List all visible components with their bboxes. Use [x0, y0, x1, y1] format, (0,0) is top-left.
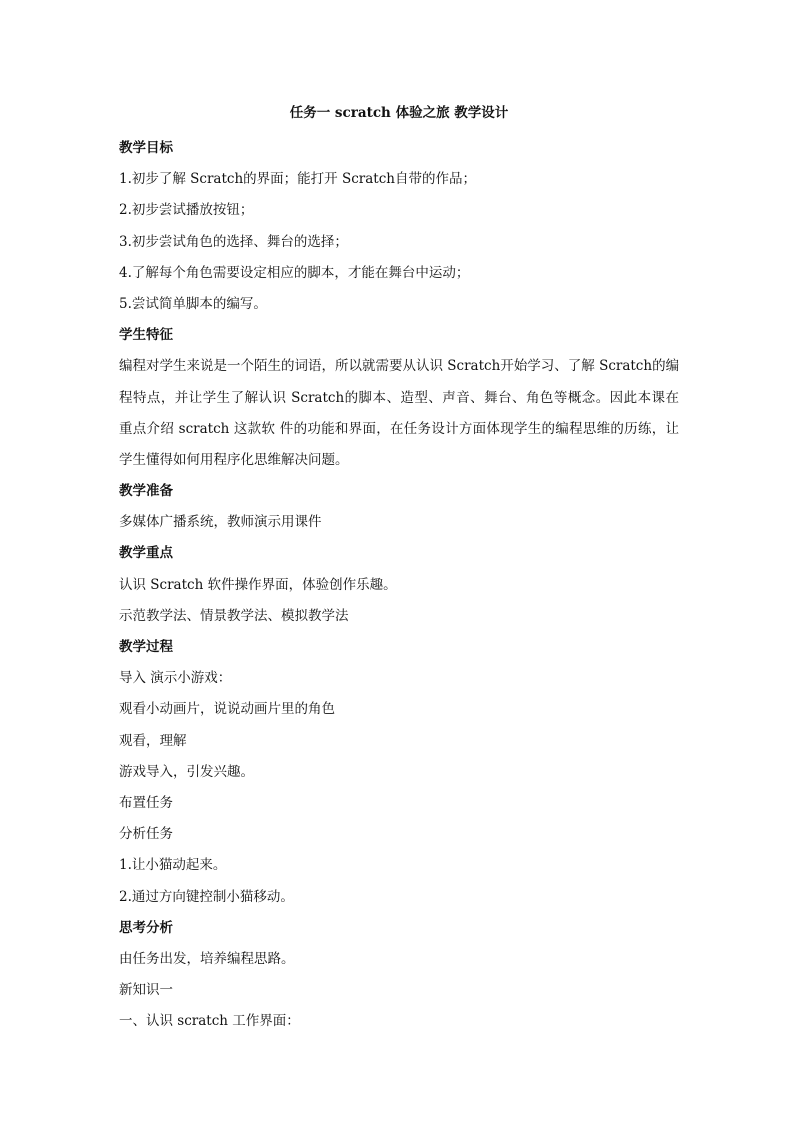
document-body [119, 102, 679, 1037]
goal-item: 3.初步尝试角色的选择、舞台的选择； [119, 233, 348, 250]
paragraph-line: 学生懂得如何用程序化思维解决问题。 [119, 451, 349, 468]
process-line: 导入 演示小游戏： [119, 670, 232, 687]
paragraph-line: 重点介绍 scratch 这款软 件的功能和界面，在任务设计方面体现学生的编程思维的历练，让 [119, 420, 679, 437]
process-line: 游戏导入，引发兴趣。 [119, 763, 254, 780]
prep-text: 多媒体广播系统，教师演示用课件 [119, 514, 322, 531]
paragraph-line: 程特点，并让学生了解认识 Scratch的脚本、造型、声音、舞台、角色等概念。因此本课在 [119, 389, 679, 406]
analysis-line: 由任务出发，培养编程思路。 [119, 950, 295, 967]
heading-teaching-goals: 教学目标 [119, 140, 173, 156]
analysis-line: 新知识一 [119, 982, 173, 999]
process-line: 分析任务 [119, 826, 173, 843]
heading-thinking-analysis: 思考分析 [119, 919, 173, 936]
process-line: 2.通过方向键控制小猫移动。 [119, 888, 294, 905]
process-line: 观看小动画片，说说动画片里的角色 [119, 701, 335, 718]
heading-teaching-prep: 教学准备 [119, 483, 173, 500]
goal-item: 1.初步了解 Scratch的界面；能打开 Scratch自带的作品； [119, 171, 476, 188]
document-title: 任务一 scratch 体验之旅 教学设计 [289, 105, 509, 121]
process-line: 1.让小猫动起来。 [119, 857, 227, 874]
process-line: 布置任务 [119, 794, 173, 811]
heading-teaching-key-points: 教学重点 [119, 545, 173, 562]
heading-teaching-process: 教学过程 [119, 639, 173, 655]
key-point-line: 示范教学法、情景教学法、模拟教学法 [119, 607, 349, 624]
analysis-line: 一、认识 scratch 工作界面： [119, 1013, 300, 1030]
process-line: 观看，理解 [119, 732, 187, 749]
goal-item: 5.尝试简单脚本的编写。 [119, 295, 267, 312]
heading-student-features: 学生特征 [119, 327, 173, 344]
paragraph-line: 编程对学生来说是一个陌生的词语，所以就需要从认识 Scratch开始学习、了解 Scratch的编 [119, 358, 679, 375]
student-features-paragraph [119, 351, 679, 476]
goal-item: 4.了解每个角色需要设定相应的脚本，才能在舞台中运动； [119, 264, 470, 281]
goal-item: 2.初步尝试播放按钮； [119, 202, 254, 219]
key-point-line: 认识 Scratch 软件操作界面，体验创作乐趣。 [119, 576, 397, 593]
